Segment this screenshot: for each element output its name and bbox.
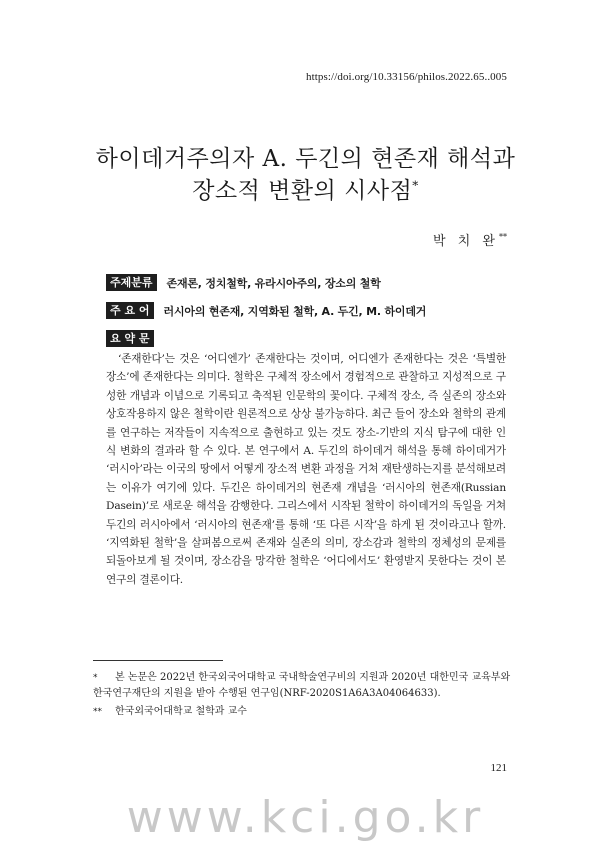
subject-classification-label: 주제분류 [106, 274, 157, 291]
doi-link[interactable]: https://doi.org/10.33156/philos.2022.65..005 [306, 71, 507, 83]
footnote-1-mark: * [93, 673, 98, 683]
page-number: 121 [490, 762, 507, 774]
footnote-2 [93, 704, 513, 720]
paper-title-line-2-text: 장소적 변환의 시사점 [192, 178, 413, 204]
footnote-2-mark: ** [93, 707, 102, 717]
author-name [433, 230, 507, 249]
keywords-text: 러시아의 현존재, 지역화된 철학, A. 두긴, M. 하이데거 [163, 304, 427, 318]
paper-title-line-1: 하이데거주의자 A. 두긴의 현존재 해석과 [95, 146, 516, 172]
keywords-label: 주 요 어 [106, 302, 154, 319]
footnote-1-text: 본 논문은 2022년 한국외국어대학교 국내학술연구비의 지원과 2020년 대한민국 교육부와 한국연구재단의 지원을 받아 수행된 연구임(NRF-2020S1A6A3A04064633). [93, 672, 511, 699]
keywords-row [106, 302, 426, 319]
watermark-text: www.kci.go.kr [126, 792, 485, 843]
abstract-label: 요 약 문 [106, 330, 154, 347]
footnote-1 [93, 670, 513, 702]
paper-title-line-2 [0, 172, 611, 205]
footnote-2-text: 한국외국어대학교 철학과 교수 [115, 706, 247, 717]
abstract-label-row [106, 330, 154, 347]
author-name-text: 박 치 완 [433, 234, 499, 249]
author-footnote-mark: ** [499, 232, 507, 242]
subject-classification-row [106, 274, 381, 291]
subject-classification-text: 존재론, 정치철학, 유라시아주의, 장소의 철학 [166, 276, 381, 290]
title-footnote-mark: * [412, 178, 419, 193]
abstract-text: ‘존재한다’는 것은 ‘어디엔가’ 존재한다는 것이며, 어디엔가 존재한다는 것은 ‘특별한 장소’에 존재한다는 의미다. 철학은 구체적 장소에서 경험적으로 관찰하고 지성적으로 구성한 개념과 이념으로 기록되고 축적된 인문학의 꽃이다. 구체적 장소, 즉 실존의 장소와 상호작용하지 않은 철학이란 원론적으로 상상 불가능하다. 최근 들어 장소와 철학의 관계를 연구하는 저작들이 지속적으로 출현하고 있는 것도 장소-기반의 지식 탐구에 대한 인식 변화의 결과라 할 수 있다. 본 연구에서 A. 두긴의 하이데거 해석을 통해 하이데거가 ‘러시아’라는 이국의 땅에서 어떻게 장소적 변환 과정을 거쳐 재탄생하는지를 분석해보려는 이유가 여기에 있다. 두긴은 하이데거의 현존재 개념을 ‘러시아의 현존재(Russian Dasein)’로 새로운 해석을 감행한다. 그리스에서 시작된 철학이 하이데거의 독일을 거쳐 두긴의 러시아에서 ‘러시아의 현존재’를 통해 ‘또 다른 시작’을 하게 된 것이라고나 할까. ‘지역화된 철학’을 살펴봄으로써 존재와 실존의 의미, 장소감과 철학의 정체성의 문제를 되돌아보게 될 것이며, 장소감을 망각한 철학은 ‘어디에서도’ 환영받지 못한다는 것이 본 연구의 결론이다. [106, 353, 506, 586]
footnote-divider [93, 660, 223, 661]
